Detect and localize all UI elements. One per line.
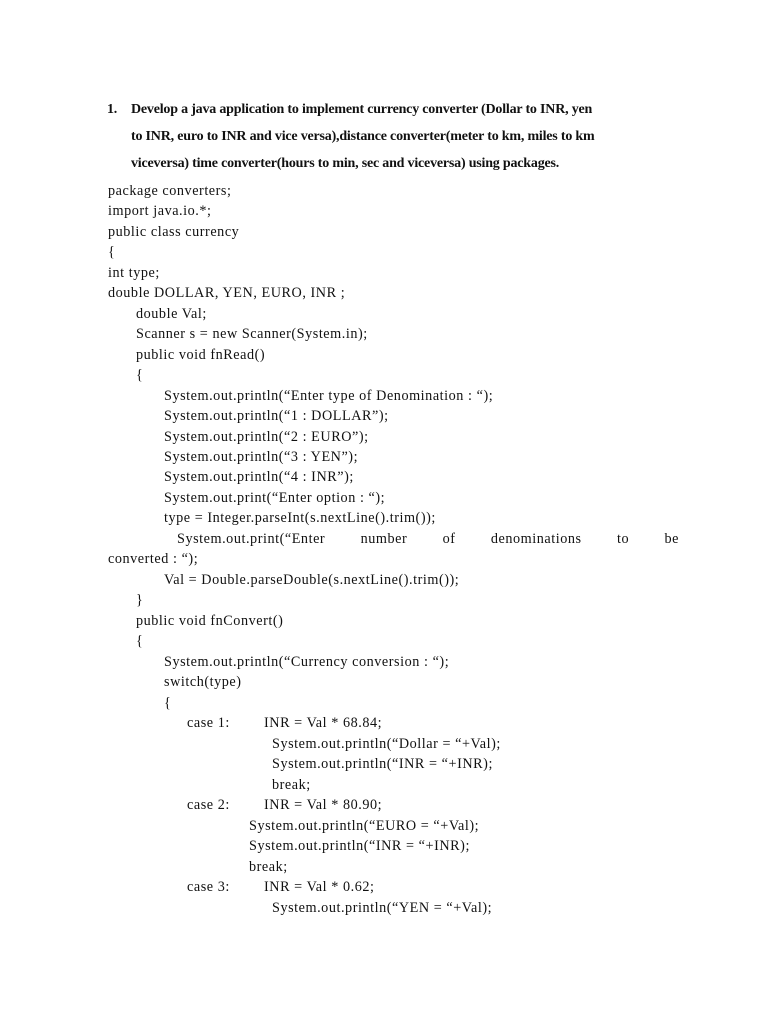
code-line: double DOLLAR, YEN, EURO, INR ; <box>108 285 346 301</box>
code-line: System.out.println(“EURO = “+Val); <box>249 818 480 834</box>
code-line: INR = Val * 0.62; <box>264 879 375 895</box>
code-line: Scanner s = new Scanner(System.in); <box>136 326 368 342</box>
code-line: type = Integer.parseInt(s.nextLine().trim()); <box>164 510 436 526</box>
code-line: System.out.println(“3 : YEN”); <box>164 449 359 465</box>
question-line-3: viceversa) time converter(hours to min, sec and viceversa) using packages. <box>131 156 560 171</box>
code-line: break; <box>272 777 311 793</box>
code-line: case 2: <box>187 797 230 813</box>
question-line-1: Develop a java application to implement currency converter (Dollar to INR, yen <box>131 102 593 117</box>
code-line: package converters; <box>108 183 232 199</box>
code-line: System.out.println(“YEN = “+Val); <box>272 900 493 916</box>
code-line: System.out.print(“Enter number of denominations to be <box>177 531 679 547</box>
code-line: import java.io.*; <box>108 203 212 219</box>
code-line: System.out.println(“1 : DOLLAR”); <box>164 408 389 424</box>
code-line: case 3: <box>187 879 230 895</box>
code-line: INR = Val * 68.84; <box>264 715 383 731</box>
code-line: double Val; <box>136 306 207 322</box>
code-line: System.out.print(“Enter option : “); <box>164 490 386 506</box>
code-line: Val = Double.parseDouble(s.nextLine().trim()); <box>164 572 460 588</box>
code-line: System.out.println(“Currency conversion : “); <box>164 654 450 670</box>
question-number: 1. <box>107 102 118 117</box>
code-line: System.out.println(“Enter type of Denomination : “); <box>164 388 494 404</box>
code-line: public void fnConvert() <box>136 613 284 629</box>
code-line: System.out.println(“4 : INR”); <box>164 469 354 485</box>
code-line: System.out.println(“INR = “+INR); <box>272 756 493 772</box>
code-line: { <box>136 633 144 649</box>
code-line: INR = Val * 80.90; <box>264 797 383 813</box>
code-line: public class currency <box>108 224 240 240</box>
code-line: } <box>136 592 144 608</box>
question-line-2: to INR, euro to INR and vice versa),distance converter(meter to km, miles to km <box>131 129 595 144</box>
code-line: switch(type) <box>164 674 242 690</box>
code-line: { <box>108 244 116 260</box>
code-line: System.out.println(“INR = “+INR); <box>249 838 470 854</box>
code-line: int type; <box>108 265 160 281</box>
code-line: public void fnRead() <box>136 347 266 363</box>
code-line: case 1: <box>187 715 230 731</box>
code-line: { <box>164 695 172 711</box>
code-line: { <box>136 367 144 383</box>
code-line: break; <box>249 859 288 875</box>
code-line: System.out.println(“2 : EURO”); <box>164 429 369 445</box>
code-line: System.out.println(“Dollar = “+Val); <box>272 736 501 752</box>
code-line: converted : “); <box>108 551 199 567</box>
